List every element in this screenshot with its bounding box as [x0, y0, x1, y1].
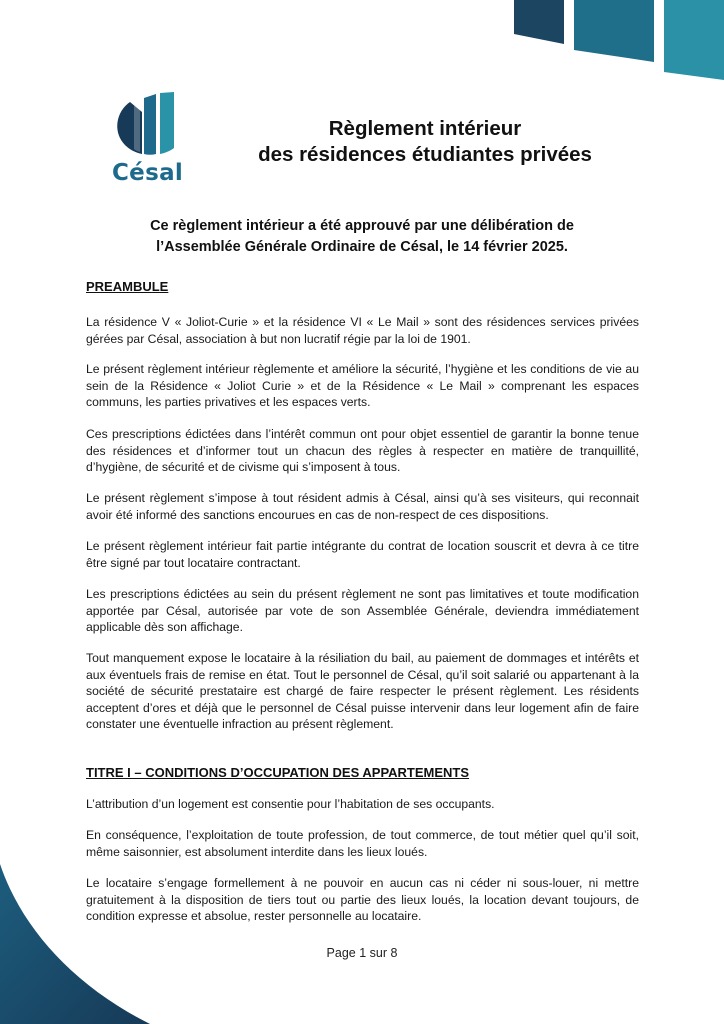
approval-line-2: l’Assemblée Générale Ordinaire de Césal, le 14 février 2025.	[156, 239, 568, 255]
approval-statement	[80, 216, 644, 258]
logo-text: Césal	[112, 160, 184, 186]
paragraph: Le présent règlement intérieur fait partie intégrante du contrat de location souscrit et devra à ce titre être signé par tout locataire contractant.	[86, 539, 639, 570]
paragraph: Le locataire s’engage formellement à ne pouvoir en aucun cas ni céder ni sous-louer, ni mettre gratuitement à la disposition de tiers tout ou partie des lieux loués, la location devant toujours, de condition expresse et absolue, rester personnelle au locataire.	[86, 876, 639, 923]
page-number: Page 1 sur 8	[326, 946, 398, 960]
paragraph: L’attribution d’un logement est consentie pour l’habitation de ses occupants.	[86, 797, 495, 811]
paragraph: Ces prescriptions édictées dans l’intérêt commun ont pour objet essentiel de garantir la bonne tenue des résidences et d’informer tout un chacun des règles à respecter en matière de tranquillité, d’hygiène, de sécurité et de civisme qui s’imposent à tous.	[86, 427, 639, 474]
paragraph: Les prescriptions édictées au sein du présent règlement ne sont pas limitatives et toute modification apportée par Césal, autorisée par vote de son Assemblée Générale, deviendra immédiatement applicable dès son affichage.	[86, 587, 639, 634]
page-title	[230, 116, 620, 168]
title-line-1: Règlement intérieur	[328, 117, 522, 140]
approval-line-1: Ce règlement intérieur a été approuvé par une délibération de	[150, 218, 574, 234]
paragraph: En conséquence, l’exploitation de toute profession, de tout commerce, de tout métier quel qu’il soit, même saisonnier, est absolument interdite dans les lieux loués.	[86, 828, 639, 859]
paragraph: La résidence V « Joliot-Curie » et la résidence VI « Le Mail » sont des résidences services privées gérées par Césal, association à but non lucratif régie par la loi de 1901.	[86, 315, 639, 346]
corner-decoration-top	[514, 0, 724, 80]
paragraph: Le présent règlement s’impose à tout résident admis à Césal, ainsi qu’à ses visiteurs, qui reconnait avoir été informé des sanctions encourues en cas de non-respect de ces dispositions.	[86, 491, 639, 522]
paragraph: Tout manquement expose le locataire à la résiliation du bail, au paiement de dommages et intérêts et aux éventuels frais de remise en état. Tout le personnel de Césal, qu’il soit salarié ou appartenant à la société de sécurité prestataire est chargé de faire respecter le présent règlement. Les résidents acceptent d’ores et déjà que le personnel de Césal puisse intervenir dans leur logement afin de faire constater une éventuelle infraction au présent règlement.	[86, 651, 639, 731]
paragraph: Le présent règlement intérieur règlemente et améliore la sécurité, l’hygiène et les conditions de vie au sein de la Résidence « Joliot Curie » et de la Résidence « Le Mail » comprenant les espaces communs, les parties privatives et les espaces verts.	[86, 362, 639, 409]
cesal-logo	[112, 92, 184, 192]
section-heading-titre-1: TITRE I – CONDITIONS D’OCCUPATION DES APPARTEMENTS	[86, 765, 470, 780]
logo-mark-icon	[112, 92, 178, 156]
title-line-2: des résidences étudiantes privées	[258, 143, 592, 166]
section-heading-preambule: PREAMBULE	[86, 279, 169, 294]
